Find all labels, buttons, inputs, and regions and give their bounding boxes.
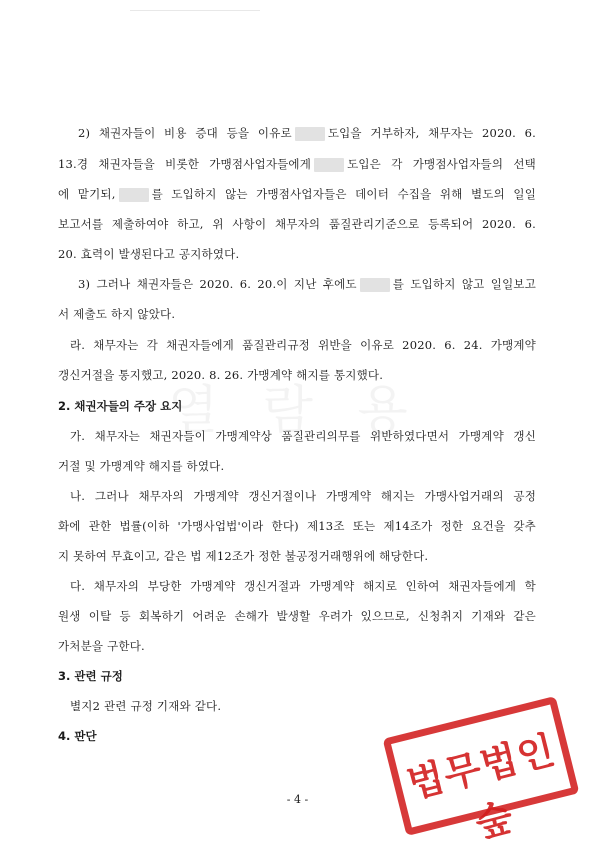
text: 를 도입하지 않는 가맹점사업자들은 데이터 수집을 위해 별도의 일일 xyxy=(151,187,537,201)
p1-line-1 xyxy=(78,125,536,141)
p4-line-2: 거절 및 가맹계약 해지를 하였다. xyxy=(58,459,225,473)
page-number: - 4 - xyxy=(286,793,309,806)
text: 13.경 채권자들을 비롯한 가맹점사업자들에게 xyxy=(58,157,312,171)
p5-line-3: 지 못하여 무효이고, 같은 법 제12조가 정한 불공정거래행위에 해당한다. xyxy=(58,549,429,563)
top-rule xyxy=(130,10,260,11)
text: 도입은 각 가맹점사업자들의 선택 xyxy=(347,157,536,171)
p1-line-5: 20. 효력이 발생된다고 공지하였다. xyxy=(58,247,240,261)
p3-line-2: 갱신거절을 통지했고, 2020. 8. 26. 가맹계약 해지를 통지했다. xyxy=(58,368,384,382)
p1-line-3 xyxy=(58,186,536,202)
redaction xyxy=(295,127,325,141)
text: 2) 채권자들이 비용 증대 등을 이유로 xyxy=(78,126,292,140)
section-heading-4: 4. 판단 xyxy=(58,729,97,743)
p1-line-4: 보고서를 제출하여야 하고, 위 사항이 채무자의 품질관리기준으로 등록되어 2020. 6. xyxy=(58,217,536,231)
p5-line-1: 나. 그러나 채무자의 가맹계약 갱신거절이나 가맹계약 해지는 가맹사업거래의 공정 xyxy=(70,489,536,503)
redaction xyxy=(119,188,149,202)
text: 를 도입하지 않고 일일보고 xyxy=(392,277,536,291)
p7-line-1: 별지2 관련 규정 기재와 같다. xyxy=(70,699,222,713)
text: 도입을 거부하자, 채무자는 2020. 6. xyxy=(327,126,536,140)
p4-line-1: 가. 채무자는 채권자들이 가맹계약상 품질관리의무를 위반하였다면서 가맹계약 갱신 xyxy=(70,429,536,443)
redaction xyxy=(360,278,390,292)
text: 3) 그러나 채권자들은 2020. 6. 20.이 지난 후에도 xyxy=(78,277,357,291)
law-firm-stamp xyxy=(383,696,580,847)
section-heading-3: 3. 관련 규정 xyxy=(58,669,123,683)
p2-line-2: 서 제출도 하지 않았다. xyxy=(58,307,176,321)
p2-line-1 xyxy=(78,276,536,292)
text: 에 맡기되, xyxy=(58,187,116,201)
p1-line-2 xyxy=(58,156,536,172)
stamp-text: 법무법인 숲 xyxy=(402,727,560,847)
section-heading-2: 2. 채권자들의 주장 요지 xyxy=(58,399,183,413)
p6-line-3: 가처분을 구한다. xyxy=(58,639,145,653)
p5-line-2: 화에 관한 법률(이하 '가맹사업법'이라 한다) 제13조 또는 제14조가 정한 요건을 갖추 xyxy=(58,519,536,533)
redaction xyxy=(314,158,344,172)
p6-line-2: 원생 이탈 등 회복하기 어려운 손해가 발생할 우려가 있으므로, 신청취지 기재와 같은 xyxy=(58,609,536,623)
p6-line-1: 다. 채무자의 부당한 가맹계약 갱신거절과 가맹계약 해지로 인하여 채권자들에게 학 xyxy=(70,579,536,593)
p3-line-1: 라. 채무자는 각 채권자들에게 품질관리규정 위반을 이유로 2020. 6. 24. 가맹계약 xyxy=(70,338,536,352)
